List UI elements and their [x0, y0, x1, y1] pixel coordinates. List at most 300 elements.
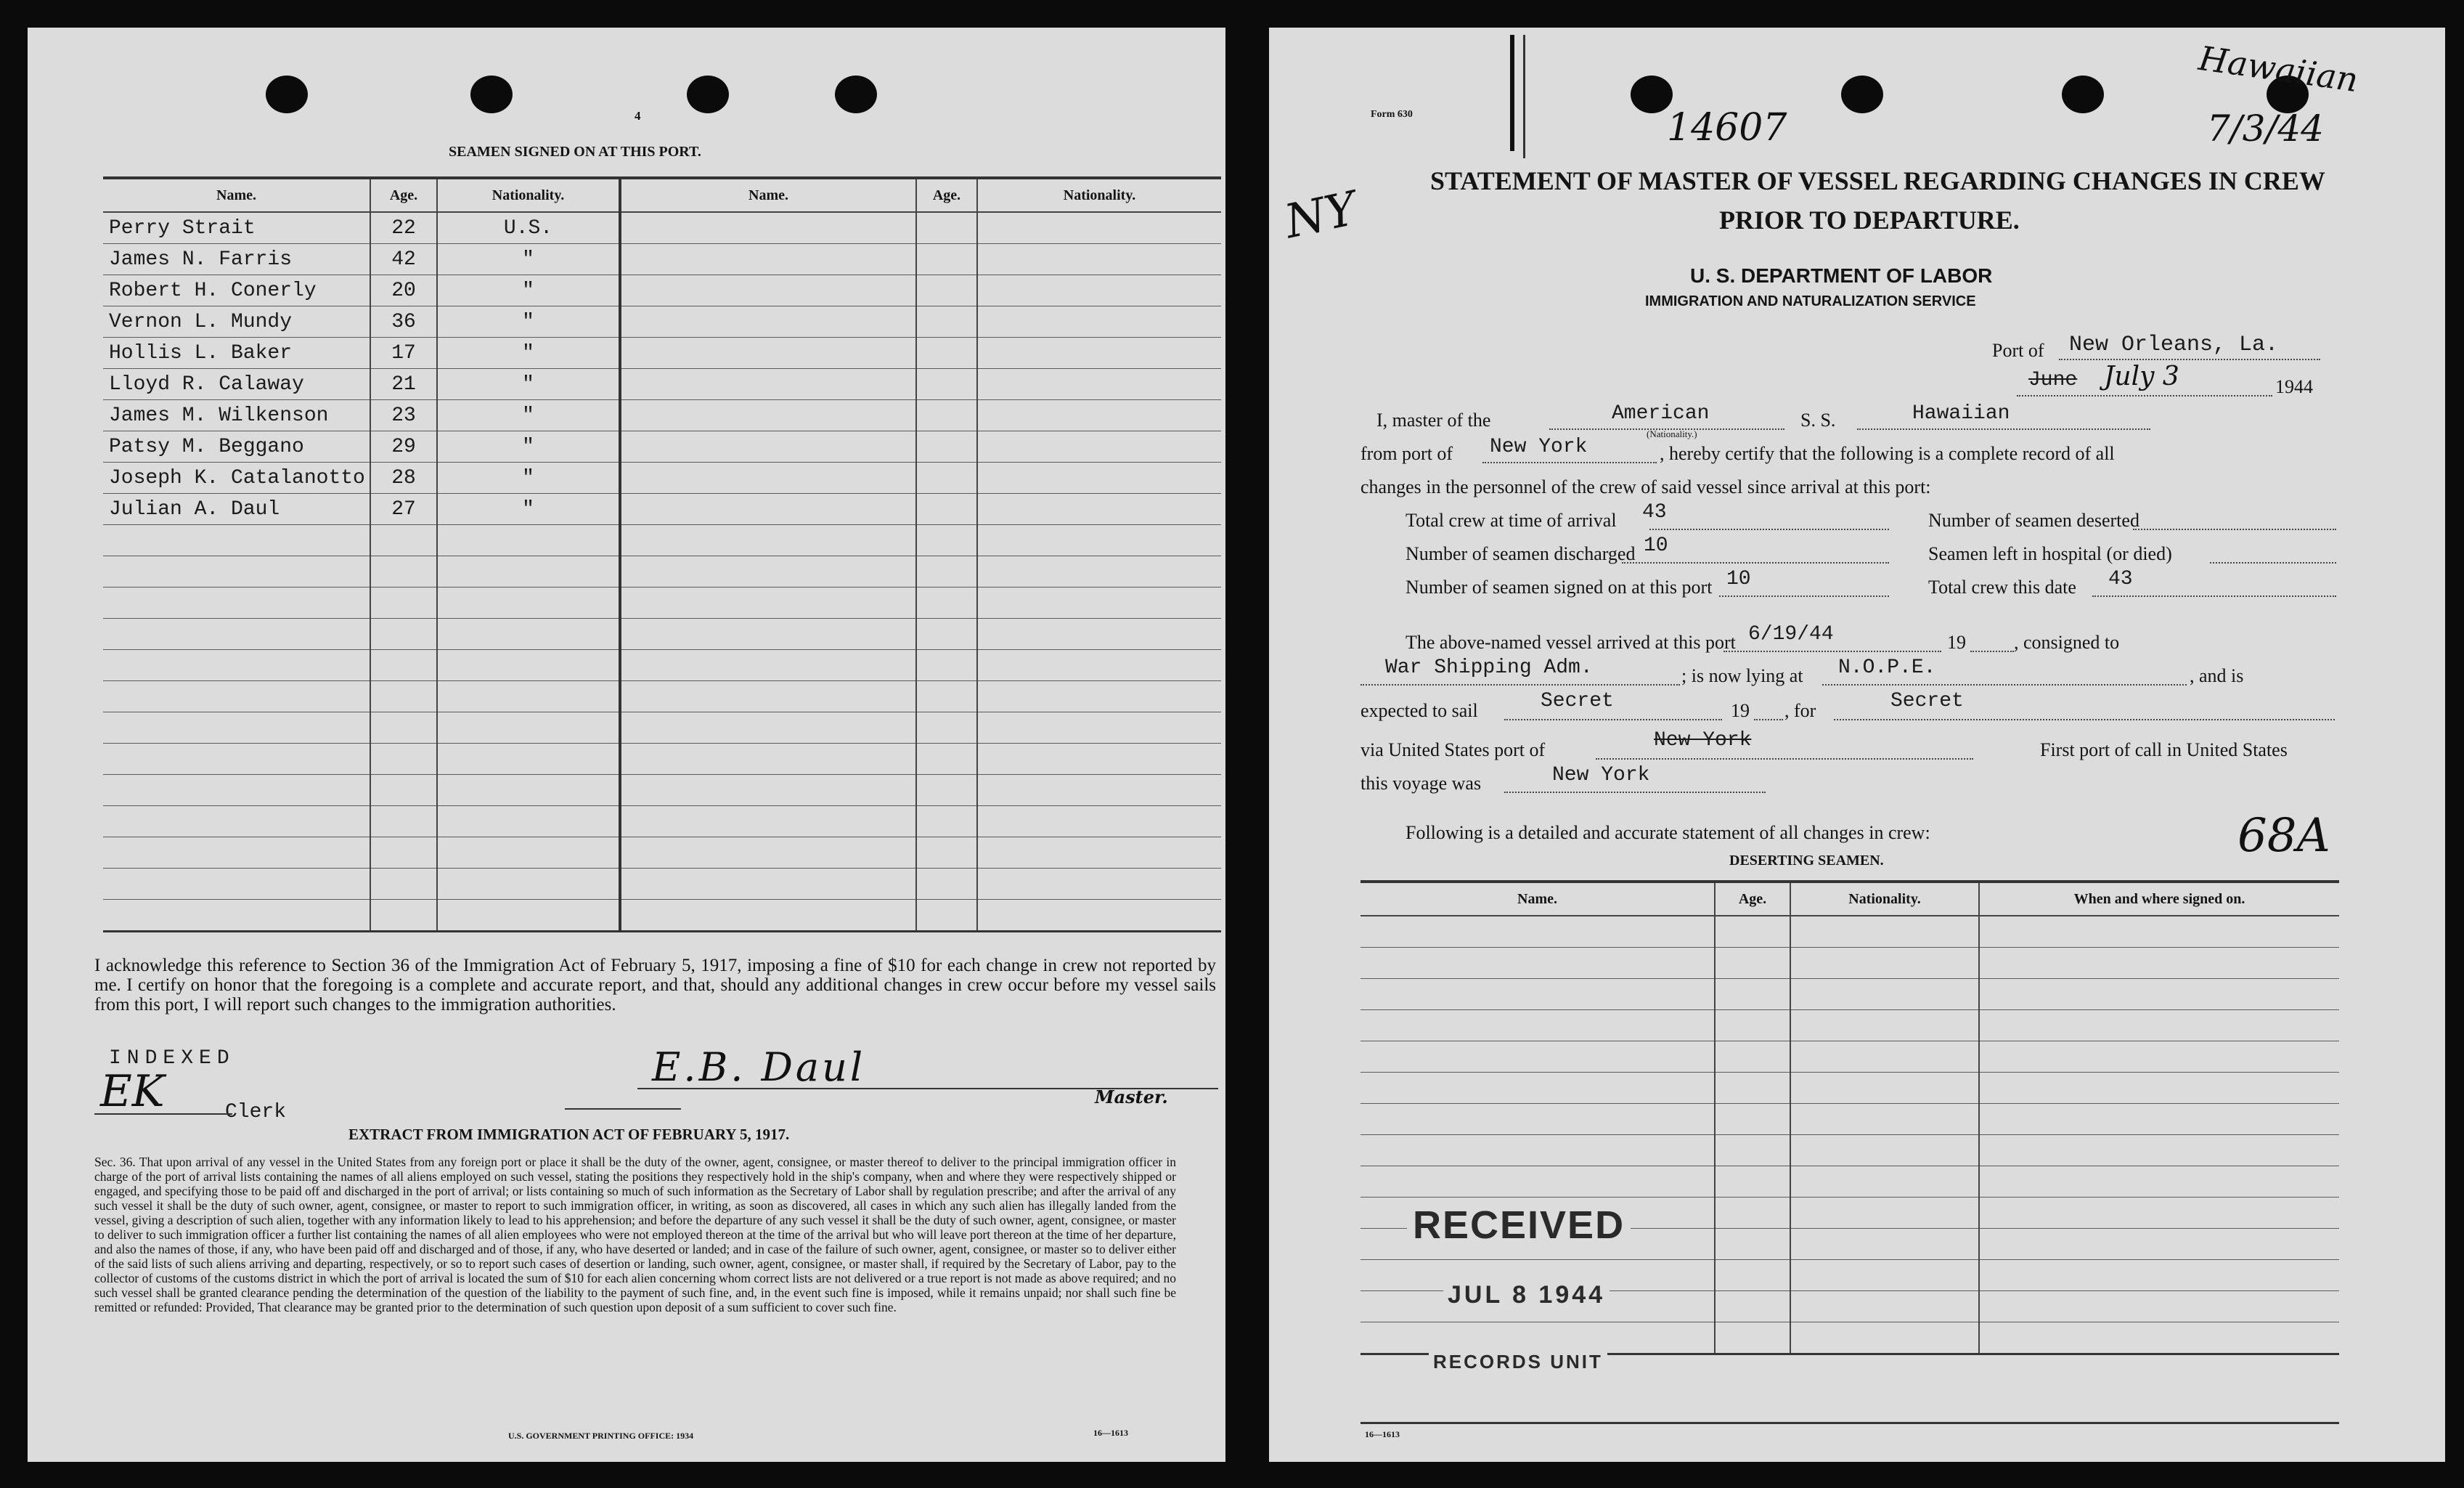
master-label: Master. — [1095, 1086, 1168, 1107]
lying-at: N.O.P.E. — [1838, 656, 1936, 679]
empty-cell — [1790, 916, 1979, 948]
this-voyage-value: New York — [1552, 764, 1650, 786]
empty-cell — [103, 525, 370, 556]
empty-cell — [620, 244, 916, 275]
following-text: Following is a detailed and accurate statement of all changes in crew: — [1406, 822, 1930, 843]
table-row — [103, 463, 1221, 494]
expected-label: expected to sail — [1360, 700, 1478, 721]
empty-cell — [1979, 1198, 2339, 1229]
empty-cell — [977, 588, 1221, 619]
empty-cell — [977, 806, 1221, 837]
empty-cell — [620, 712, 916, 744]
empty-cell — [977, 900, 1221, 932]
table-row — [103, 400, 1221, 431]
empty-cell — [1360, 916, 1715, 948]
seaman-nationality: " — [437, 463, 620, 494]
seaman-name: James N. Farris — [103, 244, 370, 275]
empty-cell — [1360, 1010, 1715, 1041]
empty-cell — [1790, 1041, 1979, 1073]
empty-cell — [977, 494, 1221, 525]
master-of-label: I, master of the — [1376, 410, 1491, 431]
empty-cell — [620, 400, 916, 431]
empty-cell — [1715, 916, 1790, 948]
empty-cell — [1360, 1135, 1715, 1166]
table-row — [103, 775, 1221, 806]
table-row — [1360, 1104, 2339, 1135]
date-value: July 3 — [2104, 362, 2179, 391]
punch-hole — [470, 76, 513, 113]
empty-cell — [437, 806, 620, 837]
consigned-label: , consigned to — [2014, 632, 2120, 653]
form-code: 16—1613 — [1093, 1428, 1128, 1438]
total-crew-arrival: 43 — [1642, 501, 1667, 524]
empty-cell — [103, 588, 370, 619]
empty-cell — [916, 338, 977, 369]
empty-cell — [977, 556, 1221, 588]
empty-cell — [977, 369, 1221, 400]
empty-cell — [620, 369, 916, 400]
punch-hole — [2062, 76, 2104, 113]
seaman-nationality: " — [437, 494, 620, 525]
department: U. S. DEPARTMENT OF LABOR — [1690, 264, 1993, 287]
clerk-initials: EK — [100, 1066, 165, 1117]
empty-cell — [103, 837, 370, 869]
table-row — [103, 431, 1221, 463]
table-row — [103, 712, 1221, 744]
empty-cell — [1979, 1073, 2339, 1104]
empty-cell — [1979, 948, 2339, 979]
arrived-date: 6/19/44 — [1748, 623, 1834, 646]
empty-cell — [1790, 1291, 1979, 1322]
table-row — [103, 494, 1221, 525]
handwritten-code: 68A — [2237, 809, 2330, 863]
empty-cell — [437, 900, 620, 932]
empty-cell — [437, 556, 620, 588]
table-row — [103, 619, 1221, 650]
first-port-label: First port of call in United States — [2040, 739, 2288, 760]
empty-cell — [1790, 1073, 1979, 1104]
empty-cell — [1360, 948, 1715, 979]
left-page — [28, 28, 1225, 1462]
table-row — [103, 556, 1221, 588]
seaman-name: James M. Wilkenson — [103, 400, 370, 431]
and-is-label: , and is — [2190, 665, 2244, 686]
binding-mark — [1523, 35, 1525, 158]
form-title-2: PRIOR TO DEPARTURE. — [1719, 206, 2020, 235]
empty-cell — [1360, 1041, 1715, 1073]
from-port-label: from port of — [1360, 443, 1453, 464]
col-name: Name. — [620, 178, 916, 212]
for-value: Secret — [1890, 690, 1964, 712]
deserted-label: Number of seamen deserted — [1928, 510, 2139, 531]
empty-cell — [1790, 1010, 1979, 1041]
printer-imprint: U.S. GOVERNMENT PRINTING OFFICE: 1934 — [508, 1431, 694, 1441]
seaman-age: 28 — [370, 463, 437, 494]
table-row — [1360, 1135, 2339, 1166]
empty-cell — [1979, 1010, 2339, 1041]
empty-cell — [370, 588, 437, 619]
seaman-age: 29 — [370, 431, 437, 463]
empty-cell — [370, 775, 437, 806]
empty-cell — [916, 650, 977, 681]
empty-cell — [977, 775, 1221, 806]
empty-cell — [103, 900, 370, 932]
col-age: Age. — [916, 178, 977, 212]
empty-cell — [103, 744, 370, 775]
empty-cell — [1715, 1041, 1790, 1073]
changes-text: changes in the personnel of the crew of said vessel since arrival at this port: — [1360, 476, 1931, 497]
empty-cell — [977, 463, 1221, 494]
section-36-text: Sec. 36. That upon arrival of any vessel in the United States from any foreign port or place it shall be the duty of the owner, agent, consignee, or master thereof to deliver to the principal immigration officer in charge of the port of arrival lists containing the names of all aliens employed on such vessel, stating the positions they respectively hold in the ship's company, when and where they were respectively shipped or engaged, and specifying those to be paid off and discharged in the port of arrival; or lists containing so much of such information as the Secretary of Labor shall by regulation prescribe; and after the arrival of any such vessel it shall be the duty of such owner, agent, consignee, or master to report to such immigration officer, in writing, as soon as discovered, all cases in which any such alien has illegally landed from the vessel, giving a description of such alien, together with any information likely to lead to his apprehension; and before the departure of any such vessel it shall be the duty of such owner, agent, consignee, or master to deliver to such immigration officer a further list containing the names of all alien employees who were not employed thereon at the time of the arrival but who will leave port thereon at the time of her departure, and also the names of those, if any, who have been paid off and discharged and of those, if any, who have deserted or landed; and in case of the failure of such owner, agent, consignee, or master so to deliver either of the said lists of such aliens arriving and departing, respectively, or so to report such cases of desertion or landing, such owner, agent, consignee, or master shall, if required by the Secretary of Labor, pay to the collector of customs of the customs district in which the port of arrival is located the sum of $10 for each alien concerning whom correct lists are not delivered or a true report is not made as above required; and no such vessel shall be granted clearance pending the determination of the question of the liability to the payment of such fine, and, in the event such fine is imposed, while it remains unpaid; nor shall such fine be remitted or refunded: Provided, That clearance may be granted prior to the determination of such question upon deposit of a sum sufficient to cover such fine. — [94, 1155, 1176, 1314]
table-row — [1360, 1041, 2339, 1073]
empty-cell — [916, 525, 977, 556]
empty-cell — [916, 900, 977, 932]
signed-on-value: 10 — [1726, 568, 1751, 590]
empty-cell — [977, 431, 1221, 463]
empty-cell — [620, 556, 916, 588]
col-name: Name. — [1360, 882, 1715, 916]
clerk-label: Clerk — [225, 1101, 287, 1123]
seaman-nationality: " — [437, 306, 620, 338]
empty-cell — [620, 463, 916, 494]
empty-cell — [620, 306, 916, 338]
empty-cell — [1979, 979, 2339, 1010]
empty-cell — [1979, 1322, 2339, 1354]
empty-cell — [977, 837, 1221, 869]
empty-cell — [620, 744, 916, 775]
seaman-age: 22 — [370, 212, 437, 244]
binding-mark — [1510, 35, 1514, 151]
hospital-label: Seamen left in hospital (or died) — [1928, 543, 2172, 564]
empty-cell — [370, 681, 437, 712]
table-row — [103, 369, 1221, 400]
empty-cell — [437, 619, 620, 650]
seaman-name: Hollis L. Baker — [103, 338, 370, 369]
form-code: 16—1613 — [1365, 1429, 1400, 1439]
nationality-value: American — [1612, 402, 1710, 425]
empty-cell — [916, 869, 977, 900]
from-port-value: New York — [1490, 436, 1588, 458]
table-row — [103, 681, 1221, 712]
empty-cell — [103, 869, 370, 900]
empty-cell — [1715, 1073, 1790, 1104]
empty-cell — [1715, 1135, 1790, 1166]
table-row — [103, 275, 1221, 306]
seaman-name: Lloyd R. Calaway — [103, 369, 370, 400]
empty-cell — [1979, 1291, 2339, 1322]
total-crew-date: 43 — [2108, 568, 2133, 590]
empty-cell — [1979, 916, 2339, 948]
seaman-nationality: U.S. — [437, 212, 620, 244]
indexed-stamp: INDEXED — [109, 1047, 235, 1070]
empty-cell — [916, 400, 977, 431]
empty-cell — [620, 431, 916, 463]
empty-cell — [977, 744, 1221, 775]
empty-cell — [916, 369, 977, 400]
discharged-label: Number of seamen discharged — [1406, 543, 1636, 564]
table-row — [103, 338, 1221, 369]
col-name: Name. — [103, 178, 370, 212]
empty-cell — [1790, 1229, 1979, 1260]
deserting-title: DESERTING SEAMEN. — [1729, 853, 1884, 869]
empty-cell — [620, 588, 916, 619]
empty-cell — [1790, 1322, 1979, 1354]
seaman-age: 17 — [370, 338, 437, 369]
empty-cell — [620, 806, 916, 837]
acknowledgment-text: I acknowledge this reference to Section 36 of the Immigration Act of February 5, 1917, imposing a fine of $10 for each change in crew not reported by me. I certify on honor that the foregoing is a complete and accurate report, and that, should any additional changes in crew occur before my vessel sails from this port, I will report such changes to the immigration authorities. — [94, 956, 1216, 1015]
for-label: , for — [1784, 700, 1816, 721]
col-nationality: Nationality. — [437, 178, 620, 212]
seaman-age: 42 — [370, 244, 437, 275]
empty-cell — [977, 525, 1221, 556]
empty-cell — [620, 619, 916, 650]
empty-cell — [916, 244, 977, 275]
table-row — [1360, 979, 2339, 1010]
seaman-name: Joseph K. Catalanotto — [103, 463, 370, 494]
seaman-age: 20 — [370, 275, 437, 306]
punch-hole — [266, 76, 308, 113]
file-number: 14607 — [1667, 106, 1787, 150]
empty-cell — [977, 244, 1221, 275]
empty-cell — [916, 837, 977, 869]
total-crew-date-label: Total crew this date — [1928, 577, 2076, 598]
empty-cell — [620, 869, 916, 900]
empty-cell — [620, 525, 916, 556]
empty-cell — [1979, 1104, 2339, 1135]
empty-cell — [1979, 1229, 2339, 1260]
empty-cell — [977, 619, 1221, 650]
consignee: War Shipping Adm. — [1385, 656, 1593, 679]
table-row — [1360, 916, 2339, 948]
nationality-caption: (Nationality.) — [1647, 428, 1697, 439]
received-stamp: RECEIVED — [1407, 1203, 1631, 1248]
via-value: New York — [1654, 729, 1752, 752]
empty-cell — [977, 869, 1221, 900]
extract-title: EXTRACT FROM IMMIGRATION ACT OF FEBRUARY 5, 1917. — [348, 1126, 790, 1143]
certify-text: , hereby certify that the following is a complete record of all — [1660, 443, 2115, 464]
empty-cell — [977, 400, 1221, 431]
empty-cell — [620, 494, 916, 525]
table-row — [1360, 948, 2339, 979]
empty-cell — [916, 775, 977, 806]
empty-cell — [103, 619, 370, 650]
empty-cell — [1790, 1198, 1979, 1229]
empty-cell — [916, 588, 977, 619]
empty-cell — [370, 900, 437, 932]
empty-cell — [1790, 1166, 1979, 1198]
empty-cell — [1715, 979, 1790, 1010]
empty-cell — [916, 619, 977, 650]
lying-at-label: ; is now lying at — [1681, 665, 1803, 686]
col-nationality: Nationality. — [1790, 882, 1979, 916]
ss-label: S. S. — [1800, 410, 1836, 431]
empty-cell — [977, 306, 1221, 338]
seaman-name: Patsy M. Beggano — [103, 431, 370, 463]
expected-value: Secret — [1541, 690, 1614, 712]
empty-cell — [977, 650, 1221, 681]
empty-cell — [620, 681, 916, 712]
empty-cell — [370, 556, 437, 588]
empty-cell — [103, 712, 370, 744]
empty-cell — [437, 681, 620, 712]
empty-cell — [916, 212, 977, 244]
empty-cell — [370, 650, 437, 681]
empty-cell — [1979, 1135, 2339, 1166]
empty-cell — [1715, 1104, 1790, 1135]
empty-cell — [620, 212, 916, 244]
empty-cell — [370, 525, 437, 556]
seaman-age: 27 — [370, 494, 437, 525]
page-number: 4 — [635, 109, 641, 123]
port-label: Port of — [1992, 340, 2044, 361]
empty-cell — [1715, 1010, 1790, 1041]
empty-cell — [977, 681, 1221, 712]
received-date: JUL 8 1944 — [1443, 1281, 1610, 1309]
empty-cell — [916, 556, 977, 588]
empty-cell — [370, 806, 437, 837]
via-label: via United States port of — [1360, 739, 1546, 760]
arrived-label: The above-named vessel arrived at this port — [1406, 632, 1736, 653]
empty-cell — [370, 744, 437, 775]
empty-cell — [916, 806, 977, 837]
corner-date: 7/3/44 — [2207, 107, 2324, 150]
empty-cell — [1979, 1166, 2339, 1198]
empty-cell — [916, 275, 977, 306]
empty-cell — [103, 775, 370, 806]
empty-cell — [437, 744, 620, 775]
empty-cell — [1790, 979, 1979, 1010]
empty-cell — [620, 775, 916, 806]
empty-cell — [437, 775, 620, 806]
table-row — [1360, 1166, 2339, 1198]
table-row — [103, 900, 1221, 932]
table-row — [103, 869, 1221, 900]
col-age: Age. — [1715, 882, 1790, 916]
empty-cell — [916, 681, 977, 712]
empty-cell — [103, 806, 370, 837]
seaman-age: 23 — [370, 400, 437, 431]
empty-cell — [1790, 1135, 1979, 1166]
empty-cell — [916, 306, 977, 338]
table-row — [103, 806, 1221, 837]
seaman-nationality: " — [437, 244, 620, 275]
empty-cell — [620, 338, 916, 369]
seaman-nationality: " — [437, 400, 620, 431]
empty-cell — [437, 837, 620, 869]
seaman-nationality: " — [437, 431, 620, 463]
year-prefix: 19 — [1731, 700, 1750, 721]
empty-cell — [1360, 1073, 1715, 1104]
empty-cell — [977, 338, 1221, 369]
right-page — [1269, 28, 2445, 1462]
corner-note: Hawaiian — [2196, 38, 2361, 100]
vessel-name: Hawaiian — [1912, 402, 2010, 425]
table-row — [1360, 1010, 2339, 1041]
signed-on-label: Number of seamen signed on at this port — [1406, 577, 1713, 598]
records-unit-stamp: RECORDS UNIT — [1429, 1351, 1607, 1373]
date-struck: June — [2028, 369, 2078, 391]
year: 1944 — [2275, 376, 2313, 397]
master-signature: E.B. Daul — [652, 1044, 866, 1090]
seaman-name: Robert H. Conerly — [103, 275, 370, 306]
empty-cell — [1715, 948, 1790, 979]
year-prefix: 19 — [1947, 632, 1966, 653]
empty-cell — [1715, 1198, 1790, 1229]
punch-hole — [687, 76, 729, 113]
empty-cell — [370, 869, 437, 900]
table-row — [103, 588, 1221, 619]
empty-cell — [1979, 1041, 2339, 1073]
empty-cell — [620, 275, 916, 306]
table-row — [1360, 1322, 2339, 1354]
empty-cell — [437, 525, 620, 556]
empty-cell — [437, 869, 620, 900]
empty-cell — [916, 494, 977, 525]
empty-cell — [370, 712, 437, 744]
discharged-value: 10 — [1644, 534, 1668, 557]
empty-cell — [437, 588, 620, 619]
table-row — [103, 837, 1221, 869]
empty-cell — [1360, 979, 1715, 1010]
table-row — [103, 306, 1221, 338]
port-value: New Orleans, La. — [2069, 333, 2279, 357]
punch-hole — [1841, 76, 1883, 113]
empty-cell — [103, 650, 370, 681]
empty-cell — [1715, 1291, 1790, 1322]
total-crew-arrival-label: Total crew at time of arrival — [1406, 510, 1617, 531]
empty-cell — [370, 619, 437, 650]
empty-cell — [1715, 1166, 1790, 1198]
seaman-age: 36 — [370, 306, 437, 338]
seaman-nationality: " — [437, 275, 620, 306]
empty-cell — [103, 556, 370, 588]
left-margin-mark: NY — [1280, 182, 1361, 250]
empty-cell — [916, 744, 977, 775]
empty-cell — [1790, 1260, 1979, 1291]
empty-cell — [437, 712, 620, 744]
empty-cell — [1715, 1260, 1790, 1291]
col-when-where: When and where signed on. — [1979, 882, 2339, 916]
col-age: Age. — [370, 178, 437, 212]
empty-cell — [1979, 1260, 2339, 1291]
table-row — [103, 525, 1221, 556]
empty-cell — [103, 681, 370, 712]
service: IMMIGRATION AND NATURALIZATION SERVICE — [1645, 293, 1976, 309]
empty-cell — [916, 431, 977, 463]
empty-cell — [620, 650, 916, 681]
empty-cell — [1715, 1229, 1790, 1260]
empty-cell — [1360, 1166, 1715, 1198]
table-row — [1360, 1073, 2339, 1104]
empty-cell — [1360, 1322, 1715, 1354]
empty-cell — [977, 212, 1221, 244]
seaman-age: 21 — [370, 369, 437, 400]
section-title: SEAMEN SIGNED ON AT THIS PORT. — [449, 144, 701, 160]
empty-cell — [977, 712, 1221, 744]
seamen-signed-on-table — [103, 176, 1221, 932]
form-title: STATEMENT OF MASTER OF VESSEL REGARDING CHANGES IN CREW — [1430, 166, 2325, 195]
empty-cell — [620, 837, 916, 869]
seaman-name: Perry Strait — [103, 212, 370, 244]
this-voyage-label: this voyage was — [1360, 773, 1482, 794]
empty-cell — [916, 712, 977, 744]
seaman-nationality: " — [437, 369, 620, 400]
seaman-nationality: " — [437, 338, 620, 369]
table-row — [103, 650, 1221, 681]
col-nationality: Nationality. — [977, 178, 1221, 212]
empty-cell — [1715, 1322, 1790, 1354]
seaman-name: Julian A. Daul — [103, 494, 370, 525]
